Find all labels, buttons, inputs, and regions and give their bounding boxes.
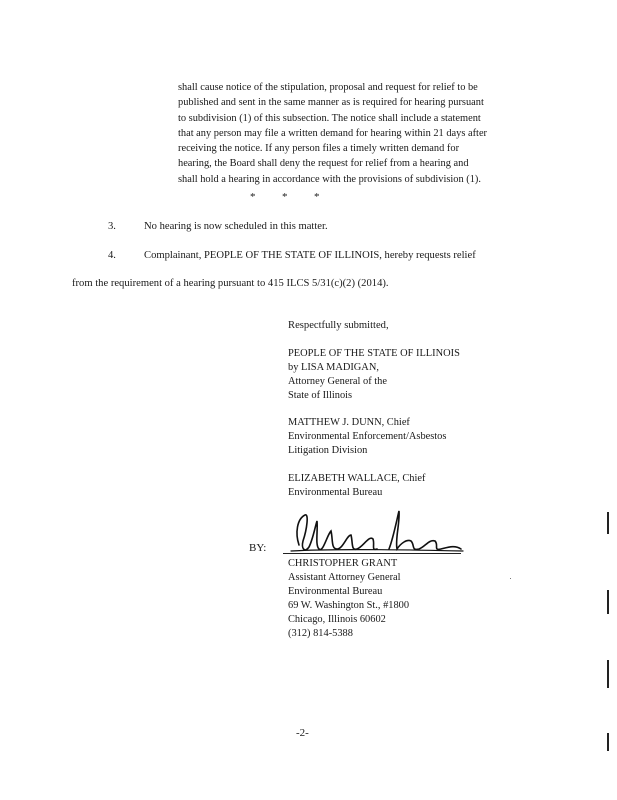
paragraph-text-continued: from the requirement of a hearing pursuant to 415 ILCS 5/31(c)(2) (2014). <box>72 278 389 289</box>
asterisk: * <box>250 191 256 203</box>
closing-salutation: Respectfully submitted, <box>288 320 389 331</box>
quote-line: receiving the notice. If any person files a timely written demand for <box>178 143 460 155</box>
by-label: BY: <box>249 542 267 554</box>
quote-line: shall cause notice of the stipulation, proposal and request for relief to be <box>178 82 478 93</box>
scan-edge-mark <box>607 512 609 534</box>
signer-block <box>288 557 409 641</box>
quote-line: to subdivision (1) of this subsection. The notice shall include a statement <box>178 112 481 124</box>
asterisk: * <box>314 191 320 203</box>
page-number: -2- <box>296 727 309 739</box>
party-block <box>288 347 460 403</box>
quote-line: hearing, the Board shall deny the request for relief from a hearing and <box>178 158 469 170</box>
scan-edge-mark <box>607 660 609 688</box>
division-line: MATTHEW J. DUNN, Chief <box>288 417 410 428</box>
quote-line: published and sent in the same manner as is required for hearing pursuant <box>178 97 484 109</box>
signer-line: 69 W. Washington St., #1800 <box>288 600 410 611</box>
quote-line: that any person may file a written demand for hearing within 21 days after <box>178 127 488 139</box>
division-block <box>288 416 446 458</box>
asterisk: * <box>282 191 288 203</box>
signer-line: Chicago, Illinois 60602 <box>288 614 386 625</box>
division-line: Litigation Division <box>288 445 368 456</box>
section-break-asterisks <box>250 191 346 203</box>
party-line: by LISA MADIGAN, <box>288 362 379 373</box>
division-line: Environmental Enforcement/Asbestos <box>288 431 447 442</box>
party-line: PEOPLE OF THE STATE OF ILLINOIS <box>288 348 460 359</box>
statutory-quote <box>178 80 546 187</box>
paragraph-number: 4. <box>108 250 116 261</box>
bureau-line: Environmental Bureau <box>288 487 383 498</box>
bureau-line: ELIZABETH WALLACE, Chief <box>288 473 426 484</box>
signer-line: (312) 814-5388 <box>288 628 353 639</box>
scan-edge-mark <box>607 590 609 614</box>
signer-line: Assistant Attorney General <box>288 572 401 583</box>
quote-line: shall hold a hearing in accordance with the provisions of subdivision (1). <box>178 173 481 185</box>
scan-speck <box>510 578 511 579</box>
scan-edge-mark <box>607 733 609 751</box>
paragraph-number: 3. <box>108 221 116 232</box>
signer-line: Environmental Bureau <box>288 586 383 597</box>
bureau-block <box>288 472 425 500</box>
party-line: State of Illinois <box>288 390 353 401</box>
party-line: Attorney General of the <box>288 376 387 387</box>
paragraph-text: Complainant, PEOPLE OF THE STATE OF ILLINOIS, hereby requests relief <box>144 250 476 261</box>
paragraph-text: No hearing is now scheduled in this matter. <box>144 221 328 232</box>
signer-line: CHRISTOPHER GRANT <box>288 558 398 569</box>
